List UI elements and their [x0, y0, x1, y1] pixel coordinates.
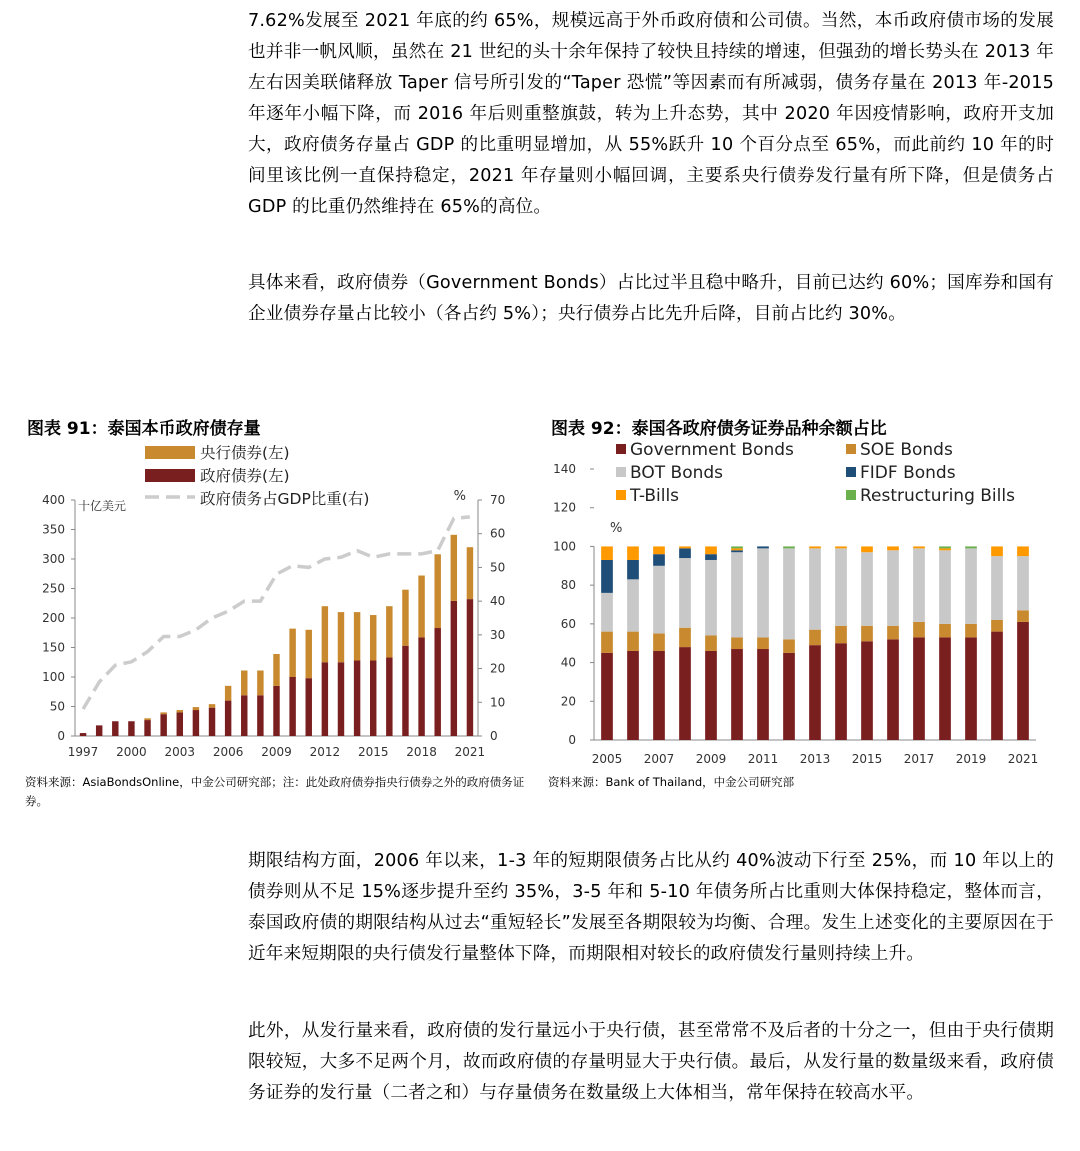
bar-t-bills — [861, 546, 873, 552]
bar-t-bills — [705, 546, 717, 554]
bar-government-bonds — [705, 651, 717, 740]
bar-central-bank-bonds — [144, 718, 150, 720]
bar-govt-bonds — [306, 678, 312, 736]
bar-government-bonds — [939, 637, 951, 740]
bar-soe-bonds — [679, 628, 691, 647]
x-tick-label: 2009 — [261, 745, 292, 759]
bar-bot-bonds — [627, 579, 639, 631]
bar-soe-bonds — [731, 637, 743, 649]
legend-swatch-soe-bonds — [846, 444, 856, 454]
y-tick-label-right: 0 — [490, 729, 498, 743]
bar-t-bills — [653, 546, 665, 554]
bar-bot-bonds — [757, 548, 769, 637]
x-tick-label: 2021 — [454, 745, 486, 759]
bar-govt-bonds — [322, 662, 328, 736]
bar-central-bank-bonds — [257, 671, 263, 696]
bar-central-bank-bonds — [241, 671, 247, 696]
bar-govt-bonds — [160, 714, 166, 736]
legend-swatch-fidf-bonds — [846, 467, 856, 477]
bar-bot-bonds — [653, 566, 665, 634]
bar-restructuring-bills — [783, 546, 795, 548]
bar-government-bonds — [913, 637, 925, 740]
bar-central-bank-bonds — [289, 629, 295, 677]
bar-government-bonds — [991, 632, 1003, 740]
bar-soe-bonds — [965, 624, 977, 638]
figure-91-title: 图表 91：泰国本币政府债存量 — [27, 419, 261, 439]
y-unit-right: % — [453, 489, 466, 504]
x-tick-label: 2000 — [116, 745, 147, 759]
y-tick-label-left: 350 — [42, 522, 65, 537]
bar-govt-bonds — [289, 677, 295, 736]
legend-label-government-bonds: Government Bonds — [630, 440, 794, 460]
y-tick-label-left: 100 — [42, 670, 65, 684]
x-tick-label: 2015 — [851, 752, 883, 766]
bar-central-bank-bonds — [273, 654, 279, 686]
y-tick-label-right: 50 — [490, 560, 506, 575]
bar-t-bills — [939, 548, 951, 550]
bar-govt-bonds — [225, 701, 231, 736]
bar-soe-bonds — [757, 637, 769, 649]
bar-central-bank-bonds — [160, 712, 166, 714]
bar-govt-bonds — [144, 720, 150, 736]
x-tick-label: 2009 — [695, 752, 727, 766]
y-tick-label-left: 250 — [42, 581, 65, 596]
y-tick-label: 60 — [560, 616, 576, 631]
bar-bot-bonds — [679, 558, 691, 628]
bar-govt-bonds — [273, 686, 279, 736]
bar-government-bonds — [757, 649, 769, 740]
paragraph-maturity-structure: 期限结构方面，2006 年以来，1-3 年的短期限债务占比从约 40%波动下行至 25%，而 10 年以上的债券则从不足 15%逐步提升至约 35%，3-5 年和 5-10 年债务所占比重则大体保持稳定，整体而言，泰国政府债的期限结构从过去“重短轻长”发展至各期限较为均衡、合理。发生上述变化的主要原因在于近年来短期限的央行债发行量整体下降，而期限相对较长的政府债发行量则持续上升。 — [248, 851, 1054, 964]
figure-92-title: 图表 92：泰国各政府债务证券品种余额占比 — [551, 419, 887, 439]
bar-bot-bonds — [913, 548, 925, 622]
bar-bot-bonds — [809, 548, 821, 629]
y-tick-label-right: 40 — [490, 594, 506, 609]
legend-label-t-bills: T-Bills — [630, 486, 680, 506]
x-tick-label: 2007 — [643, 752, 675, 766]
y-tick-label-right: 60 — [490, 526, 506, 541]
bar-t-bills — [627, 546, 639, 560]
x-tick-label: 2012 — [309, 745, 341, 759]
bar-govt-bonds — [193, 710, 199, 736]
bar-central-bank-bonds — [434, 554, 440, 628]
bar-govt-bonds — [112, 721, 118, 736]
chart-92-govt-debt-composition — [548, 438, 1058, 768]
bar-govt-bonds — [354, 660, 360, 736]
bar-government-bonds — [783, 653, 795, 740]
bar-soe-bonds — [809, 630, 821, 645]
y-tick-label: 80 — [560, 578, 576, 593]
legend-swatch-bot-bonds — [616, 467, 626, 477]
y-tick-label-right: 20 — [490, 661, 506, 676]
bar-central-bank-bonds — [402, 590, 408, 646]
bar-restructuring-bills — [965, 546, 977, 548]
x-tick-label: 2013 — [799, 752, 831, 766]
bar-bot-bonds — [1017, 556, 1029, 610]
paragraph-composition: 具体来看，政府债券（Government Bonds）占比过半且稳中略升，目前已达约 60%；国库券和国有企业债券存量占比较小（各占约 5%）；央行债券占比先升后降，目前占比约 30%。 — [248, 273, 1054, 324]
bar-fidf-bonds — [627, 560, 639, 579]
legend-label-restructuring-bills: Restructuring Bills — [860, 486, 1015, 506]
bar-t-bills — [679, 546, 691, 548]
bar-soe-bonds — [627, 632, 639, 651]
y-tick-label-left: 300 — [42, 552, 65, 566]
bar-fidf-bonds — [653, 554, 665, 566]
x-tick-label: 2005 — [591, 752, 623, 766]
bar-central-bank-bonds — [177, 710, 183, 712]
legend-swatch-restructuring-bills — [846, 490, 856, 500]
bar-soe-bonds — [835, 626, 847, 643]
bar-govt-bonds — [418, 637, 424, 736]
bar-central-bank-bonds — [322, 606, 328, 662]
bar-govt-bonds — [402, 646, 408, 736]
legend-label-govt-bonds: 政府债券(左) — [200, 467, 290, 485]
bar-soe-bonds — [913, 622, 925, 637]
bar-government-bonds — [809, 645, 821, 740]
x-tick-label: 2011 — [747, 752, 779, 766]
bar-govt-bonds — [177, 712, 183, 736]
legend-swatch-central-bank — [145, 446, 195, 459]
bar-bot-bonds — [835, 548, 847, 625]
bar-soe-bonds — [653, 634, 665, 651]
bar-government-bonds — [679, 647, 691, 740]
bar-t-bills — [913, 546, 925, 548]
bar-soe-bonds — [991, 620, 1003, 632]
bar-soe-bonds — [939, 624, 951, 638]
legend-label-central-bank: 央行债券(左) — [200, 444, 290, 462]
x-tick-label: 2018 — [406, 745, 437, 759]
bar-central-bank-bonds — [306, 630, 312, 678]
bar-government-bonds — [627, 651, 639, 740]
bar-govt-bonds — [370, 660, 376, 736]
y-tick-label-left: 400 — [42, 493, 65, 507]
bar-central-bank-bonds — [354, 612, 360, 660]
bar-govt-bonds — [386, 658, 392, 736]
bar-bot-bonds — [991, 556, 1003, 620]
bar-restructuring-bills — [939, 546, 951, 548]
y-tick-label: 0 — [568, 733, 576, 747]
x-tick-label: 2021 — [1007, 752, 1039, 766]
bar-central-bank-bonds — [386, 606, 392, 657]
bar-soe-bonds — [601, 632, 613, 653]
bar-restructuring-bills — [731, 546, 743, 548]
chart-91-local-currency-govt-debt — [20, 438, 530, 768]
bar-bot-bonds — [939, 550, 951, 624]
x-tick-label: 2017 — [903, 752, 935, 766]
bar-bot-bonds — [783, 548, 795, 639]
x-tick-label: 2006 — [212, 745, 244, 759]
legend-swatch-government-bonds — [616, 444, 626, 454]
legend-label-debt-ratio: 政府债务占GDP比重(右) — [200, 490, 370, 508]
bar-central-bank-bonds — [225, 686, 231, 701]
y-unit: % — [610, 521, 623, 536]
figure-92-source: 资料来源：Bank of Thailand，中金公司研究部 — [548, 775, 795, 789]
bar-bot-bonds — [861, 552, 873, 626]
bar-govt-bonds — [241, 695, 247, 736]
bar-fidf-bonds — [679, 548, 691, 558]
bar-t-bills — [991, 546, 1003, 556]
x-tick-label: 2019 — [955, 752, 987, 766]
paragraph-taper: 7.62%发展至 2021 年底的约 65%，规模远高于外币政府债和公司债。当然，本币政府债市场的发展也并非一帆风顺，虽然在 21 世纪的头十余年保持了较快且持续的增速，但强劲的增长势头在 2013 年左右因美联储释放 Taper 信号所引发的“Taper 恐慌”等因素而有所减弱，债务存量在 2013 年-2015 年逐年小幅下降，而 2016 年后则重整旗鼓，转为上升态势，其中 2020 年因疫情影响，政府开支加大，政府债务存量占 GDP 的比重明显增加，从 55%跃升 10 个百分点至 65%，而此前约 10 年的时间里该比例一直保持稳定，2021 年存量则小幅回调，主要系央行债券发行量有所下降，但是债务占 GDP 的比重仍然维持在 65%的高位。 — [248, 11, 1054, 217]
bar-bot-bonds — [601, 593, 613, 632]
bar-govt-bonds — [257, 695, 263, 736]
figure-91-source: 资料来源：AsiaBondsOnline，中金公司研究部；注：此处政府债券指央行债券之外的政府债务证券。 — [25, 775, 525, 808]
bar-bot-bonds — [887, 550, 899, 625]
legend-swatch-govt-bonds — [145, 469, 195, 482]
bar-fidf-bonds — [601, 560, 613, 593]
bar-central-bank-bonds — [338, 612, 344, 662]
bar-govt-bonds — [128, 721, 134, 736]
bar-government-bonds — [887, 639, 899, 740]
bar-bot-bonds — [705, 560, 717, 635]
bar-soe-bonds — [705, 635, 717, 650]
bar-govt-bonds — [80, 733, 86, 736]
bar-government-bonds — [861, 641, 873, 740]
y-tick-label: 20 — [560, 694, 576, 709]
bar-government-bonds — [601, 653, 613, 740]
bar-central-bank-bonds — [418, 576, 424, 638]
legend-label-soe-bonds: SOE Bonds — [860, 440, 953, 460]
y-tick-label-left: 150 — [42, 640, 65, 655]
y-tick-label-left: 200 — [42, 611, 65, 625]
bar-govt-bonds — [96, 725, 102, 736]
bar-t-bills — [887, 546, 899, 550]
bar-government-bonds — [965, 637, 977, 740]
y-tick-label-right: 70 — [490, 493, 506, 507]
y-tick-label-right: 10 — [490, 695, 506, 710]
bar-t-bills — [601, 546, 613, 560]
x-tick-label: 2015 — [357, 745, 389, 759]
bar-central-bank-bonds — [370, 615, 376, 660]
bar-central-bank-bonds — [209, 704, 215, 708]
bar-central-bank-bonds — [467, 547, 473, 599]
bar-t-bills — [835, 546, 847, 548]
bar-fidf-bonds — [731, 550, 743, 552]
bar-government-bonds — [731, 649, 743, 740]
bar-soe-bonds — [861, 626, 873, 641]
bar-central-bank-bonds — [193, 707, 199, 710]
bar-govt-bonds — [467, 599, 473, 736]
bar-govt-bonds — [338, 662, 344, 736]
y-tick-label-right: 30 — [490, 627, 506, 642]
bar-govt-bonds — [451, 601, 457, 736]
y-tick-label: 100 — [553, 539, 576, 554]
bar-bot-bonds — [731, 552, 743, 637]
y-tick-label: 40 — [560, 655, 576, 670]
legend-label-bot-bonds: BOT Bonds — [630, 463, 724, 483]
y-tick-label: 120 — [553, 500, 576, 515]
bar-government-bonds — [1017, 622, 1029, 740]
bar-t-bills — [809, 546, 821, 548]
bar-government-bonds — [653, 651, 665, 740]
bar-fidf-bonds — [705, 554, 717, 560]
bar-soe-bonds — [1017, 610, 1029, 622]
bar-t-bills — [1017, 546, 1029, 556]
x-tick-label: 1997 — [67, 745, 99, 759]
x-tick-label: 2003 — [164, 745, 196, 759]
y-tick-label: 140 — [553, 462, 576, 476]
legend-label-fidf-bonds: FIDF Bonds — [860, 463, 956, 483]
bar-central-bank-bonds — [451, 535, 457, 601]
legend-swatch-t-bills — [616, 490, 626, 500]
paragraph-issuance: 此外，从发行量来看，政府债的发行量远小于央行债，甚至常常不及后者的十分之一，但由于央行债期限较短，大多不足两个月，故而政府债的存量明显大于央行债。最后，从发行量的数量级来看，政府债务证券的发行量（二者之和）与存量债务在数量级上大体相当，常年保持在较高水平。 — [248, 1021, 1054, 1103]
bar-govt-bonds — [434, 628, 440, 736]
bar-bot-bonds — [965, 548, 977, 623]
bar-soe-bonds — [783, 639, 795, 653]
bar-fidf-bonds — [757, 546, 769, 548]
bar-government-bonds — [835, 643, 847, 740]
bar-t-bills — [731, 548, 743, 550]
bar-govt-bonds — [209, 708, 215, 736]
y-tick-label-left: 50 — [49, 699, 65, 714]
bar-soe-bonds — [887, 626, 899, 640]
y-tick-label-left: 0 — [57, 729, 65, 743]
y-unit-left: 十亿美元 — [78, 499, 127, 513]
